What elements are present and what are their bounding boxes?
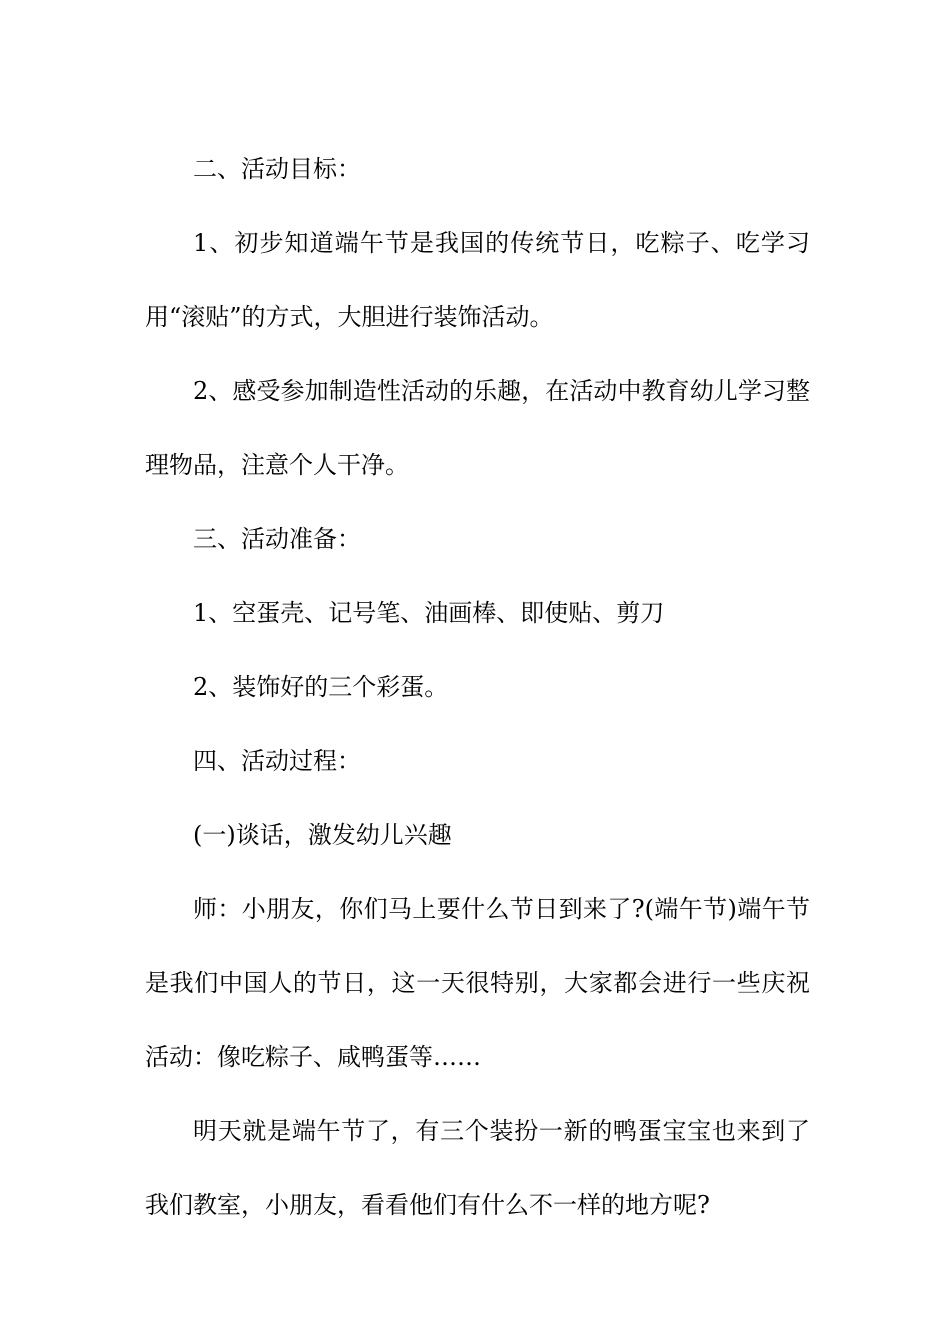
section-heading-goals: 二、活动目标：: [193, 155, 361, 183]
teacher-dialogue: 师：小朋友，你们马上要什么节日到来了?(端午节)端午节是我们中国人的节日，这一天很特别，大家都会进行一些庆祝活动：像吃粽子、咸鸭蛋等……: [145, 895, 810, 1071]
story-paragraph: 明天就是端午节了，有三个装扮一新的鸭蛋宝宝也来到了我们教室，小朋友，看看他们有什么不一样的地方呢?: [145, 1117, 810, 1219]
goal-item-1: 1、初步知道端午节是我国的传统节日，吃粽子、吃学习用“滚贴”的方式，大胆进行装饰活动。: [145, 229, 810, 331]
section-heading-preparation: 三、活动准备：: [193, 525, 361, 553]
goal-item-2: 2、感受参加制造性活动的乐趣，在活动中教育幼儿学习整理物品，注意个人干净。: [145, 377, 810, 479]
document-body: [145, 132, 810, 1242]
preparation-item-2: 2、装饰好的三个彩蛋。: [193, 673, 449, 701]
preparation-item-1: 1、空蛋壳、记号笔、油画棒、即使贴、剪刀: [193, 599, 665, 627]
process-subheading-1: (一)谈话，激发幼儿兴趣: [193, 821, 452, 849]
section-heading-process: 四、活动过程：: [193, 747, 361, 775]
